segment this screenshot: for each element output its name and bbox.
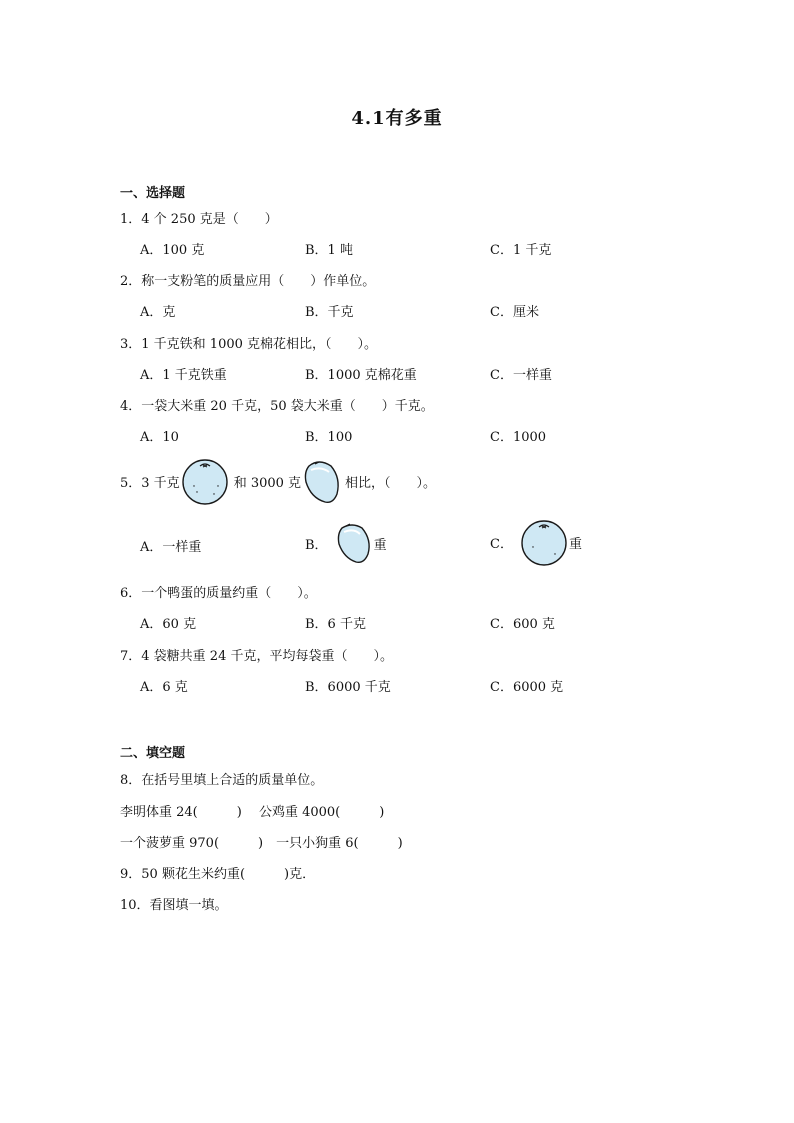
question-4-option-c[interactable]: C．1000 bbox=[490, 430, 547, 445]
question-7-option-a[interactable]: A．6 克 bbox=[140, 680, 188, 695]
question-1-option-a[interactable]: A．100 克 bbox=[140, 243, 205, 258]
question-7: 7．4 袋糖共重 24 千克，平均每袋重（ ）。 bbox=[120, 649, 393, 664]
question-5-option-c-label: C． bbox=[490, 536, 513, 552]
question-3: 3．1 千克铁和 1000 克棉花相比，（ ）。 bbox=[120, 337, 378, 352]
question-6-option-b[interactable]: B．6 千克 bbox=[305, 617, 366, 632]
question-8-line-1[interactable]: 李明体重 24( ) 公鸡重 4000( ) bbox=[120, 805, 385, 820]
question-2: 2．称一支粉笔的质量应用（ ）作单位。 bbox=[120, 274, 376, 289]
question-5-part3: 相比，（ ）。 bbox=[345, 475, 437, 491]
question-1-option-c[interactable]: C．1 千克 bbox=[490, 243, 552, 258]
page-title: 4.1有多重 bbox=[351, 108, 443, 129]
question-8: 8．在括号里填上合适的质量单位。 bbox=[120, 773, 324, 788]
question-7-option-c[interactable]: C．6000 克 bbox=[490, 680, 564, 695]
question-7-option-b[interactable]: B．6000 千克 bbox=[305, 680, 391, 695]
mango-icon bbox=[301, 456, 343, 506]
question-5-part2: 和 3000 克 bbox=[233, 475, 302, 491]
question-2-option-a[interactable]: A．克 bbox=[140, 305, 176, 320]
question-5-part1: 5．3 千克 bbox=[120, 475, 180, 491]
question-5-option-c-suffix: 重 bbox=[568, 536, 582, 552]
question-3-option-c[interactable]: C．一样重 bbox=[490, 368, 552, 383]
question-5-option-b[interactable] bbox=[305, 520, 387, 566]
question-5-option-c[interactable] bbox=[490, 518, 582, 566]
question-5 bbox=[120, 456, 436, 506]
question-5-option-b-suffix: 重 bbox=[373, 537, 387, 553]
question-2-option-b[interactable]: B．千克 bbox=[305, 305, 354, 320]
question-6-option-a[interactable]: A．60 克 bbox=[140, 617, 197, 632]
question-5-option-a[interactable]: A．一样重 bbox=[140, 540, 202, 555]
question-6-option-c[interactable]: C．600 克 bbox=[490, 617, 555, 632]
question-1-option-b[interactable]: B．1 吨 bbox=[305, 243, 353, 258]
question-6: 6．一个鸭蛋的质量约重（ ）。 bbox=[120, 586, 317, 601]
question-3-option-a[interactable]: A．1 千克铁重 bbox=[140, 368, 227, 383]
section-choice-heading: 一、选择题 bbox=[120, 186, 186, 201]
question-3-option-b[interactable]: B．1000 克棉花重 bbox=[305, 368, 417, 383]
question-10: 10．看图填一填。 bbox=[120, 898, 228, 913]
question-2-option-c[interactable]: C．厘米 bbox=[490, 305, 539, 320]
section-fill-heading: 二、填空题 bbox=[120, 746, 186, 761]
question-8-line-2[interactable]: 一个菠萝重 970( ) 一只小狗重 6( ) bbox=[120, 836, 403, 851]
question-4-option-b[interactable]: B．100 bbox=[305, 430, 353, 445]
question-1: 1．4 个 250 克是（ ） bbox=[120, 212, 278, 227]
question-5-option-b-label: B． bbox=[305, 537, 328, 553]
question-4: 4．一袋大米重 20 千克，50 袋大米重（ ）千克。 bbox=[120, 399, 434, 414]
question-4-option-a[interactable]: A．10 bbox=[140, 430, 179, 445]
question-9[interactable]: 9．50 颗花生米约重( )克． bbox=[120, 867, 316, 882]
orange-icon bbox=[180, 456, 230, 506]
mango-icon bbox=[334, 520, 374, 566]
orange-icon bbox=[519, 518, 569, 566]
